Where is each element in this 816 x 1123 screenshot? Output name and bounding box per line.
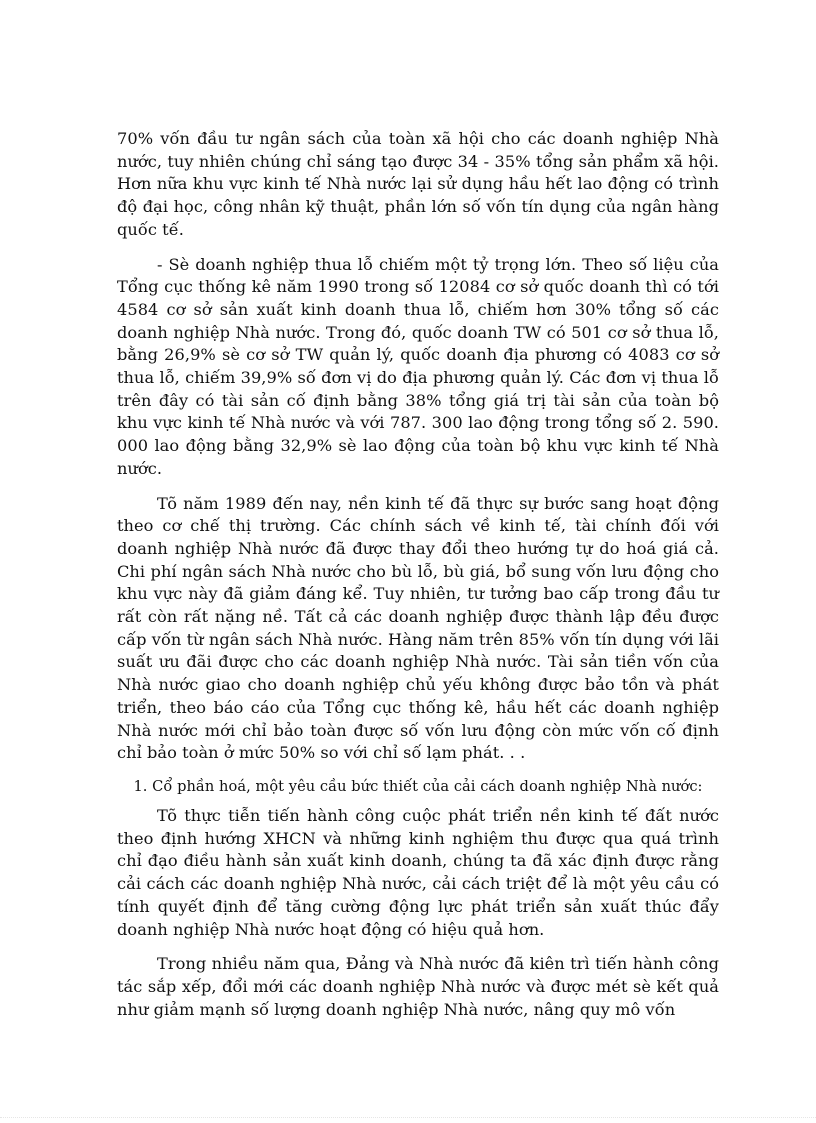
page-bottom-divider: [0, 1117, 816, 1118]
paragraph-4: Tõ thực tiễn tiến hành công cuộc phát triển nền kinh tế đất nước theo định hướng XHCN và những kinh nghiệm thu được qua quá trình chỉ đạo điều hành sản xuất kinh doanh, chúng ta đã xác định được rằng cải cách các doanh nghiệp Nhà nước, cải cách triệt để là một yêu cầu có tính quyết định để tăng cường động lực phát triển sản xuất thúc đẩy doanh nghiệp Nhà nước hoạt động có hiệu quả hơn.: [117, 805, 719, 939]
paragraph-5: Trong nhiều năm qua, Đảng và Nhà nước đã kiên trì tiến hành công tác sắp xếp, đổi mới các doanh nghiệp Nhà nước và được mét sè kết quả như giảm mạnh số lượng doanh nghiệp Nhà nước, nâng quy mô vốn: [117, 954, 719, 1019]
document-page: [117, 128, 719, 1033]
paragraph-3: Tõ năm 1989 đến nay, nền kinh tế đã thực sự bước sang hoạt động theo cơ chế thị trường. Các chính sách về kinh tế, tài chính đối với doanh nghiệp Nhà nước đã được thay đổi theo hướng tự do hoá giá cả. Chi phí ngân sách Nhà nước cho bù lỗ, bù giá, bổ sung vốn lưu động cho khu vực này đã giảm đáng kể. Tuy nhiên, tư tưởng bao cấp trong đầu tư rất còn rất nặng nề. Tất cả các doanh nghiệp được thành lập đều được cấp vốn từ ngân sách Nhà nước. Hàng năm trên 85% vốn tín dụng với lãi suất ưu đãi được cho các doanh nghiệp Nhà nước. Tài sản tiền vốn của Nhà nước giao cho doanh nghiệp chủ yếu không được bảo tồn và phát triển, theo báo cáo của Tổng cục thống kê, hầu hết các doanh nghiệp Nhà nước mới chỉ bảo toàn được số vốn lưu động còn mức vốn cố định chỉ bảo toàn ở mức 50% so với chỉ số lạm phát. . .: [117, 493, 719, 763]
paragraph-1: 70% vốn đầu tư ngân sách của toàn xã hội cho các doanh nghiệp Nhà nước, tuy nhiên chúng chỉ sáng tạo được 34 - 35% tổng sản phẩm xã hội. Hơn nữa khu vực kinh tế Nhà nước lại sử dụng hầu hết lao động có trình độ đại học, công nhân kỹ thuật, phần lớn số vốn tín dụng của ngân hàng quốc tế.: [117, 129, 719, 239]
section-heading: 1. Cổ phần hoá, một yêu cầu bức thiết của cải cách doanh nghiệp Nhà nước:: [133, 777, 703, 795]
paragraph-2: - Sè doanh nghiệp thua lỗ chiếm một tỷ trọng lớn. Theo số liệu của Tổng cục thống kê năm 1990 trong số 12084 cơ sở quốc doanh thì có tới 4584 cơ sở sản xuất kinh doanh thua lỗ, chiếm hơn 30% tổng số các doanh nghiệp Nhà nước. Trong đó, quốc doanh TW có 501 cơ sở thua lỗ, bằng 26,9% sè cơ sở TW quản lý, quốc doanh địa phương có 4083 cơ sở thua lỗ, chiếm 39,9% số đơn vị do địa phương quản lý. Các đơn vị thua lỗ trên đây có tài sản cố định bằng 38% tổng giá trị tài sản của toàn bộ khu vực kinh tế Nhà nước và với 787. 300 lao động trong tổng số 2. 590. 000 lao động bằng 32,9% sè lao động của toàn bộ khu vực kinh tế Nhà nước.: [117, 254, 719, 478]
